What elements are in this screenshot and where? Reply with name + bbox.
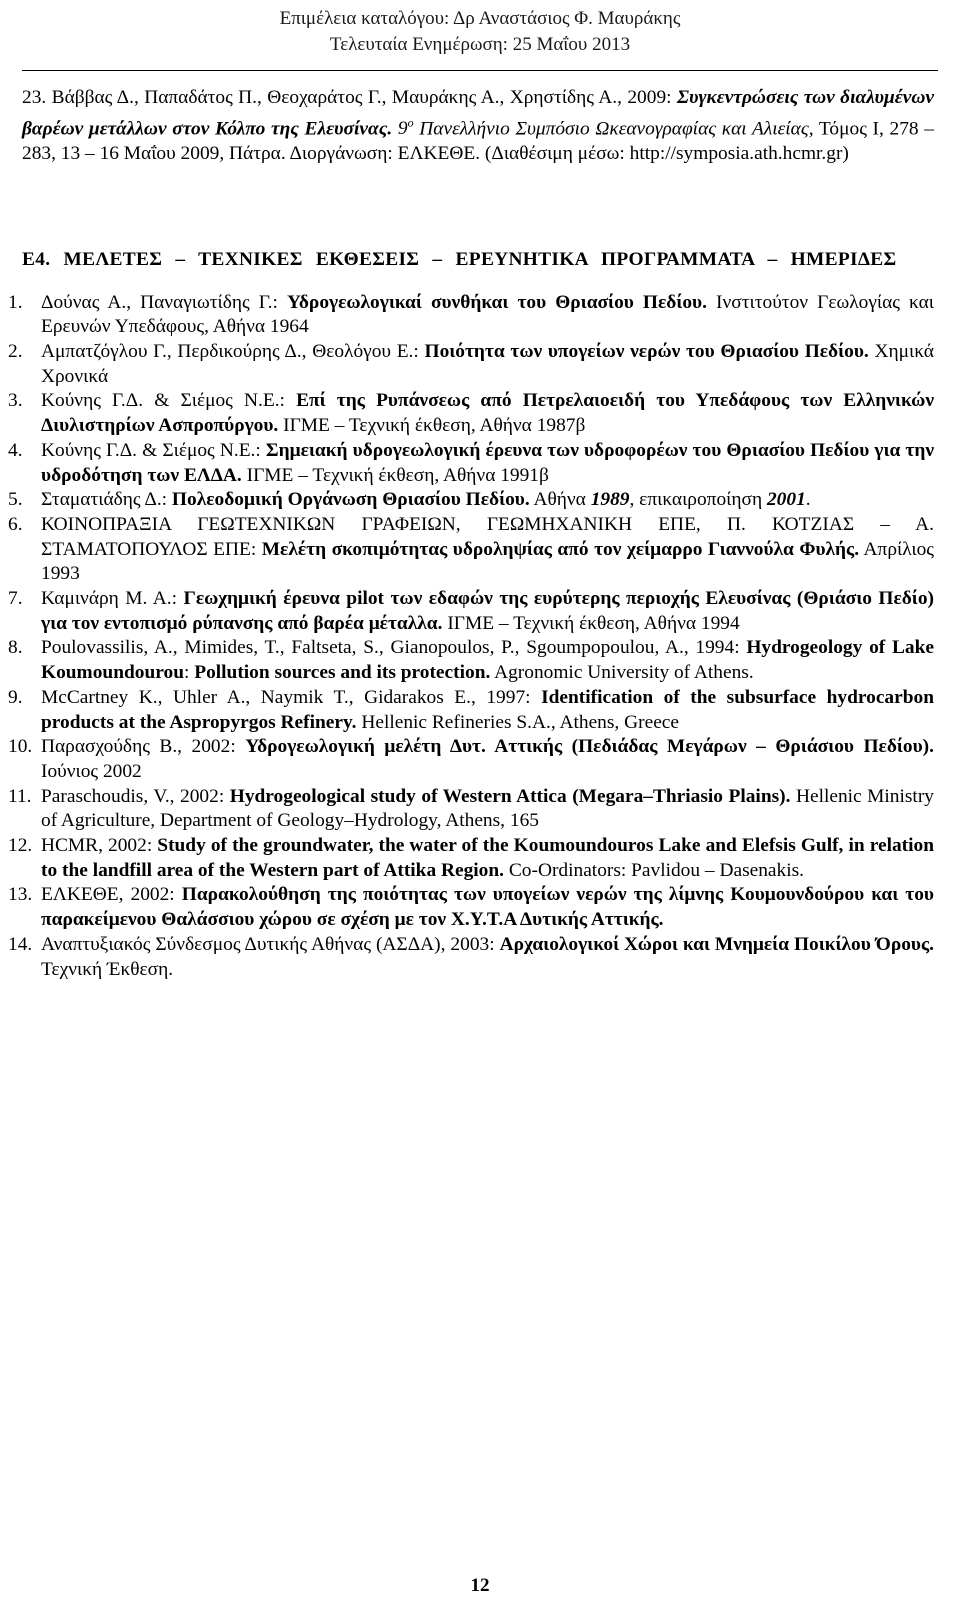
reference-separator: :: [183, 662, 190, 684]
reference-details: ΙΓΜΕ – Τεχνική έκθεση, Αθήνα 1987β: [283, 415, 586, 437]
reference-number: 10.: [8, 736, 33, 758]
reference-entry: [8, 389, 934, 438]
reference-entry: [8, 587, 934, 636]
reference-authors: ΕΛΚΕΘΕ, 2002:: [41, 884, 175, 906]
reference-number: 3.: [8, 390, 23, 412]
reference-authors: Βάββας Δ., Παπαδάτος Π., Θεοχαράτος Γ., Μαυράκης Α., Χρηστίδης Α., 2009:: [51, 87, 672, 108]
reference-number: 6.: [8, 513, 23, 535]
reference-entry: [8, 883, 934, 932]
reference-authors: McCartney K., Uhler A., Naymik T., Gidarakos E., 1997:: [41, 686, 531, 708]
reference-conference: Πανελλήνιο Συμπόσιο Ωκεανογραφίας και Αλιείας,: [419, 118, 814, 140]
reference-update-year: 2001: [766, 489, 806, 511]
reference-title: Παρακολούθηση της ποιότητας των υπογείων νερών της λίμνης Κουμουνδούρου και του παρακείμενου Θαλάσσιου χώρου σε σχέση με τον Χ.Υ.Τ.Α Δυτικής Αττικής.: [41, 884, 934, 931]
reference-details: Agronomic University of Athens.: [494, 662, 754, 684]
header-divider: [22, 70, 938, 71]
reference-number: 5.: [8, 489, 23, 511]
page-header: [0, 6, 960, 58]
reference-title: Υδρογεωλογική μελέτη Δυτ. Αττικής (Πεδιάδας Μεγάρων – Θριάσιου Πεδίου).: [245, 736, 934, 758]
reference-details: Απρίλιος 1993: [41, 538, 934, 585]
reference-authors: Paraschoudis, V., 2002:: [41, 785, 225, 807]
reference-title: Μελέτη σκοπιμότητας υδροληψίας από τον χείμαρρο Γιαννούλα Φυλής.: [261, 538, 860, 560]
reference-entry: [8, 513, 934, 587]
reference-authors: Σταματιάδης Δ.:: [41, 489, 168, 511]
reference-number: 13.: [8, 884, 33, 906]
reference-entry: [8, 686, 934, 735]
reference-details: Hellenic Refineries S.A., Athens, Greece: [361, 711, 680, 733]
reference-number: 23.: [22, 87, 47, 108]
reference-number: 4.: [8, 439, 23, 461]
reference-number: 12.: [8, 835, 33, 857]
reference-entry: [8, 291, 935, 340]
reference-number: 7.: [8, 588, 23, 610]
reference-list: [8, 291, 935, 983]
reference-title: Study of the groundwater, the water of the Koumoundouros Lake and Elefsis Gulf, in relation to the landfill area of the Western part of Attika Region.: [41, 835, 934, 881]
reference-title: Σημειακή υδρογεωλογική έρευνα των υδροφορέων του Θριασίου Πεδίου για την υδροδότηση των ΕΛΔΑ.: [41, 439, 934, 486]
reference-number: 2.: [8, 340, 23, 362]
reference-authors: Κούνης Γ.Δ. & Σιέμος Ν.Ε.:: [41, 390, 285, 412]
reference-year: 1989: [590, 489, 630, 511]
reference-entry-23: [22, 86, 934, 167]
reference-details: Χημικά Χρονικά: [41, 340, 934, 387]
document-body: [8, 86, 935, 982]
reference-number: 1.: [8, 291, 23, 313]
reference-details: Co-Ordinators: Pavlidou – Dasenakis.: [508, 859, 805, 881]
reference-entry: [8, 636, 934, 685]
reference-authors: Αναπτυξιακός Σύνδεσμος Δυτικής Αθήνας (ΑΣΔΑ), 2003:: [41, 933, 495, 955]
reference-details-continued: , επικαιροποίηση: [629, 489, 763, 511]
reference-title: Αρχαιολογικοί Χώροι και Μνημεία Ποικίλου Όρους.: [499, 933, 934, 955]
reference-title: Συγκεντρώσεις των διαλυμένων βαρέων μετάλλων στον Κόλπο της Ελευσίνας.: [22, 87, 934, 140]
reference-entry: [8, 834, 934, 883]
reference-details: Ινστιτούτον Γεωλογίας και Ερευνών Υπεδάφους, Αθήνα 1964: [41, 291, 935, 338]
reference-title: Πολεοδομική Οργάνωση Θριασίου Πεδίου.: [171, 489, 530, 511]
reference-details: Ιούνιος 2002: [41, 760, 142, 782]
section-heading: Ε4. ΜΕΛΕΤΕΣ – ΤΕΧΝΙΚΕΣ ΕΚΘΕΣΕΙΣ – ΕΡΕΥΝΗΤΙΚΑ ΠΡΟΓΡΑΜΜΑΤΑ – ΗΜΕΡΙΔΕΣ: [22, 248, 897, 270]
reference-authors: ΚΟΙΝΟΠΡΑΞΙΑ ΓΕΩΤΕΧΝΙΚΩΝ ΓΡΑΦΕΙΩΝ, ΓΕΩΜΗΧΑΝΙΚΗ ΕΠΕ, Π. ΚΟΤΖΙΑΣ – Α. ΣΤΑΜΑΤΟΠΟΥΛΟΣ ΕΠΕ:: [41, 513, 934, 560]
header-updated-line: Τελευταία Ενημέρωση: 25 Μαΐου 2013: [329, 34, 631, 55]
reference-details: Τόμος Ι, 278 – 283, 13 – 16 Μαΐου 2009, Πάτρα. Διοργάνωση: ΕΛΚΕΘΕ. (Διαθέσιμη μέσω: http://symposia.ath.hcmr.gr): [22, 118, 935, 164]
reference-entry: [8, 785, 934, 834]
reference-authors: Δούνας Α., Παναγιωτίδης Γ.:: [41, 291, 278, 313]
reference-authors: Κούνης Γ.Δ. & Σιέμος Ν.Ε.:: [41, 439, 261, 461]
reference-number: 14.: [8, 933, 33, 955]
reference-end: .: [805, 489, 811, 511]
reference-authors: Poulovassilis, A., Mimides, T., Faltseta, S., Gianopoulos, P., Sgoumpopoulou, A., 1994:: [41, 637, 740, 659]
reference-authors: HCMR, 2002:: [41, 835, 153, 857]
reference-title: Identification of the subsurface hydrocarbon products at the Aspropyrgos Refinery.: [41, 686, 934, 733]
reference-details: Τεχνική Έκθεση.: [41, 958, 174, 980]
reference-entry: [8, 488, 934, 513]
header-editor-line: Επιμέλεια καταλόγου: Δρ Αναστάσιος Φ. Μαυράκης: [279, 8, 681, 29]
reference-conference-number: $9^o$: [397, 115, 414, 140]
reference-details: ΙΓΜΕ – Τεχνική έκθεση, Αθήνα 1991β: [246, 464, 549, 486]
reference-number: 8.: [8, 637, 23, 659]
reference-number: 9.: [8, 686, 23, 708]
reference-entry: [8, 933, 934, 982]
reference-entry: [8, 340, 934, 389]
reference-title: Επί της Ρυπάνσεως από Πετρελαιοειδή του Υπεδάφους των Ελληνικών Διυλιστηρίων Ασπροπύργου.: [41, 390, 934, 437]
reference-title: Hydrogeology of Lake Koumoundourou: [41, 637, 934, 684]
reference-subtitle: Pollution sources and its protection.: [194, 662, 491, 684]
reference-title: Ποιότητα των υπογείων νερών του Θριασίου Πεδίου.: [424, 340, 869, 362]
reference-authors: Καμινάρη Μ. Α.:: [41, 588, 178, 610]
reference-authors: Παρασχούδης Β., 2002:: [41, 736, 236, 758]
page-number: 12: [470, 1575, 490, 1596]
reference-details: Hellenic Ministry of Agriculture, Department of Geology–Hydrology, Athens, 165: [41, 785, 934, 832]
reference-entry: [8, 439, 934, 488]
reference-details: ΙΓΜΕ – Τεχνική έκθεση, Αθήνα 1994: [447, 612, 740, 634]
reference-entry: [8, 735, 934, 784]
reference-number: 11.: [8, 785, 32, 807]
reference-title: Υδρογεωλογικαί συνθήκαι του Θριασίου Πεδίου.: [287, 291, 707, 313]
reference-details: Αθήνα: [533, 489, 586, 511]
reference-authors: Αμπατζόγλου Γ., Περδικούρης Δ., Θεολόγου Ε.:: [41, 340, 419, 362]
reference-title: Γεωχημική έρευνα pilot των εδαφών της ευρύτερης περιοχής Ελευσίνας (Θριάσιο Πεδίο) για τον εντοπισμό ρύπανσης από βαρέα μέταλλα.: [41, 588, 934, 634]
reference-title: Hydrogeological study of Western Attica (Megara–Thriasio Plains).: [229, 785, 791, 807]
